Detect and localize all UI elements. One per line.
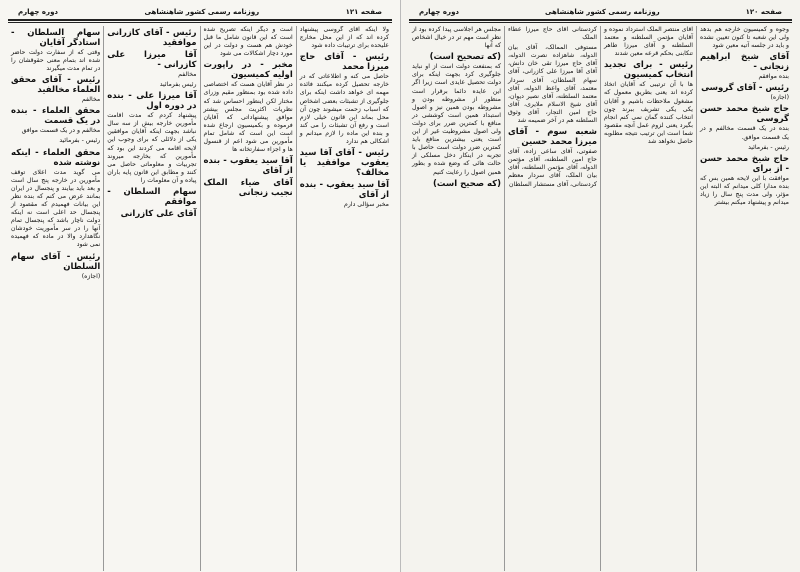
speaker-heading: رئیس - آقای آقا سید یعقوب موافقید یا مخالف؟ [299,148,389,179]
paragraph: رئیس - بفرمائید [748,143,789,151]
page-header [409,6,792,18]
text-column [200,26,296,571]
paragraph: مخالفم [81,96,101,104]
speaker-heading: آقا میرزا علی - بنده در دوره اول [107,91,197,112]
page-number: صفحه ۱۲۰ [745,8,782,16]
text-column [409,26,504,571]
speaker-heading: محقق العلماء - بنده در یک قسمت [11,106,101,127]
paragraph: مخبر سؤالی دارم [344,201,389,209]
speaker-heading: رئیس - برای تجدید انتخاب کمیسیون [604,60,693,81]
speaker-heading: (که تصحیح است) [429,52,501,63]
speaker-heading: حاج شیخ محمد حسن گروسی [700,104,789,125]
columns [8,26,392,571]
speaker-heading: محقق العلماء - اینکه نوشته شده [11,147,101,168]
paragraph: که بمنفعت دولت است از او نباید جلوگیری کرد بجهت اینکه برای دولت تحصیل عایدی است زیرا اگر این عایده دائما برقرار است منظور از مشروطه بودن و مشروطه بودن همین نیز و اصول استبداد همین است کوششی در منافع با کمترین ضرر برای دولت ولی اصول مشروطیت غیر از این است یعنی بیشترین منافع باید کمترین ضرر دولت است حاصل با تجربه در اینکار دخل مسلکی از حالت هائی که وضع شده و بطور همین اصول را رعایت کنیم [412,63,501,176]
paragraph: وقتی که از سفارت دولت حاضر شده اند بتمام معنی حقوقشان را در تمام مدت میگیرند [11,49,101,73]
paragraph: کردستانی آقای حاج میرزا عطاء الملک [508,26,597,42]
paragraph: مجلس هر اجلاسی پیدا کرده بود از نظر است مهم تر در خیال اشخاص که آنها [412,26,501,50]
speaker-heading: آقای علی کازرانی [120,209,197,220]
paragraph: رئیس - بفرمائید [59,137,101,145]
paragraph: ولا اینکه آقای گروسی پیشنهاد کرده اند که از این محل مخارج علیحده برای ترتیبات داده شود [299,26,389,50]
paragraph: رئیس بفرمائید [159,81,197,89]
speaker-heading: حاج شیخ محمد حسن - از برای [700,153,789,174]
paragraph: مخالفم [178,71,197,78]
speaker-heading: (که صحیح است) [433,178,501,189]
issue-label: دوره چهارم [18,8,59,16]
paragraph: مستوفی الممالک، آقای بیان الدوله، شاهزاده نصرت الدوله، آقای حاج میرزا تقی خان دانش، آقای آقا میرزا علی کازرانی، آقای سهام السلطان، آقای سردار معتمد، آقای واعظ الدوله، آقای معتمد السلطنه، آقای نصیر دیوان، آقای شیخ الاسلام ملایری، آقای حاج امین التجار، آقای وثوق السلطنه هم در آخر ضمیمه شد [508,44,597,125]
paragraph: صفوتی، آقای ساعی زاده، آقای حاج امین السلطنه، آقای مؤتمن الدوله، آقای مؤتمن السلطنه، آقای بیان الملک، آقای سردار معظم کردستانی، آقای مستشار السلطان [508,148,597,188]
header-rule [409,19,792,23]
speaker-heading: آقای ضیاء الملک نجیب زنجانی [203,178,293,199]
page-header [8,6,392,18]
speaker-heading: آقا میرزا علی کازرانی - [107,50,197,70]
header-rule [8,19,392,23]
columns [409,26,792,571]
paragraph: حاصل می کنه و اطلاعاتی که در خارجه تحصیل کرده میکنند فائده مهمه ای خواهد داشت اینکه برای جلوگیری از تشبثات بعضی اشخاص که اسباب زحمت میشوند چون آن محل بماند این قانون خیلی لازم است و رفع آن تشبثات را می کند و بنده این ماده را لازم میدانم و اشکالی هم ندارد [299,73,389,146]
speaker-heading: سهام السلطان - موافقم [107,187,197,208]
speaker-heading: رئیس - آقای محقق العلماء مخالفید [11,75,101,96]
speaker-heading: سهام السلطان - استادگر آقایان [11,28,101,48]
paragraph: (اجازه) [770,94,789,102]
speaker-heading: آقا سید یعقوب - بنده از آقای [299,180,389,201]
speaker-heading: مخبر - در راپورت اولیه کمیسیون [203,60,293,81]
paragraph: می گوید مدت اعلای توقف مأمورین در خارجه پنج سال است و بعد باید بیایند و پنجسال در ایران بمانند عرض می کنم که بنده نظر این بیانات فهمیدم که مقصود از پنجسال حد اعلی است نه اینکه دولت ناچار باشد که پنجسال تمام آنها را در سر مأموریت خودشان نگاهدارد والا در ماده که فهمیده نمی شود [11,168,101,249]
paragraph: ها با آن ترتیبی که آقایان اتخاذ کرده اند یعنی بطریق معمول که مشغول ملاحظات باشیم و آقایان یکی یکی تشریف ببرند چون انتخاب کننده گمان نمی کنم انجام بگیرد یعنی لزوم عمل آنچه مقصود شما است این ترتیب نتیجه مطلوبه حاصل نخواهد شد [604,81,693,146]
paragraph: بنده در یک قسمت مخالفم و در یک قسمت موافق. [700,125,789,141]
paragraph: آقای منتصر الملک استرداد نموده و آقایان مؤتمن السلطنه و معتمد السلطنه و آقای میرزا طاهر تنکابنی بحکم قرعه معین شدند [604,26,693,58]
text-column [600,26,696,571]
page-number: صفحه ۱۲۱ [345,8,382,16]
text-column [504,26,600,571]
speaker-heading: آقای شیخ ابراهیم زنجانی - [700,52,789,73]
text-column [103,26,199,571]
paragraph: موافقت با این لایحه همین بس که بنده مدارا کلی میدانم که البته این مؤثر، ولی مدت پنج سال را زیاد میدانم و پیشنهاد میکنم بیشتر [700,174,789,207]
text-column [8,26,103,571]
paragraph: وجوه و کمیسیون خارجه هم بدهد ولی این شعبه تا کنون تعیین نشده و باید در جلسه آتیه معین شود [700,26,789,50]
text-column [696,26,792,571]
newspaper-title: روزنامه رسمی کشور شاهنشاهی [144,8,260,16]
speaker-heading: رئیس - آقای کازرانی موافقید [107,28,197,48]
speaker-heading: رئیس - آقای سهام السلطان [11,251,101,272]
paragraph: (اجازه) [81,272,101,280]
paragraph: پیشنهاد کردم که مدت اقامت مأمورین خارجه بیش از سه سال نباشد بجهت اینکه آقایان موافقین یکی از دلائلی که برای وجوب این لایحه اقامه می کردند این بود که مأمورین که بخارجه میروند تجربیات و معلوماتی حاصل می کنند و مطابق این قانون پایه باران پیاده و آن معلومات را [107,112,197,184]
paragraph: بنده موافقم [758,73,789,81]
paragraph: است و دیگر اینکه تصریح شده است که این قانون شامل ما قبل خودش هم هست و دولت در این مورد دچار اشکالات می شود [203,26,293,58]
newspaper-title: روزنامه رسمی کشور شاهنشاهی [544,8,660,16]
speaker-heading: رئیس - آقای گروسی [701,83,789,94]
page-120 [400,0,800,572]
speaker-heading: آقا سید یعقوب - بنده از آقای [203,156,293,177]
issue-label: دوره چهارم [419,8,460,16]
paragraph: مخالفم و در یک قسمت موافق [21,127,101,135]
speaker-heading: رئیس - آقای حاج میرزا محمد [299,52,389,73]
paragraph: در نظر آقایان هست که اختصاصی داده شده بود بمنظور مقیم وزرای مختار لکن اینطور احساس شد که نظریات اکثریت مجلس بیشتر موافق پیشنهاداتی که آقایان فرموده و بکمیسیون ارجاع شده است این است که شامل تمام مأمورین می شود اعم از قنسول ها و اجزاء سفارتخانه ها [203,81,293,154]
speaker-heading: شعبه سوم - آقای میرزا محمد حسین [508,127,597,148]
text-column [296,26,392,571]
